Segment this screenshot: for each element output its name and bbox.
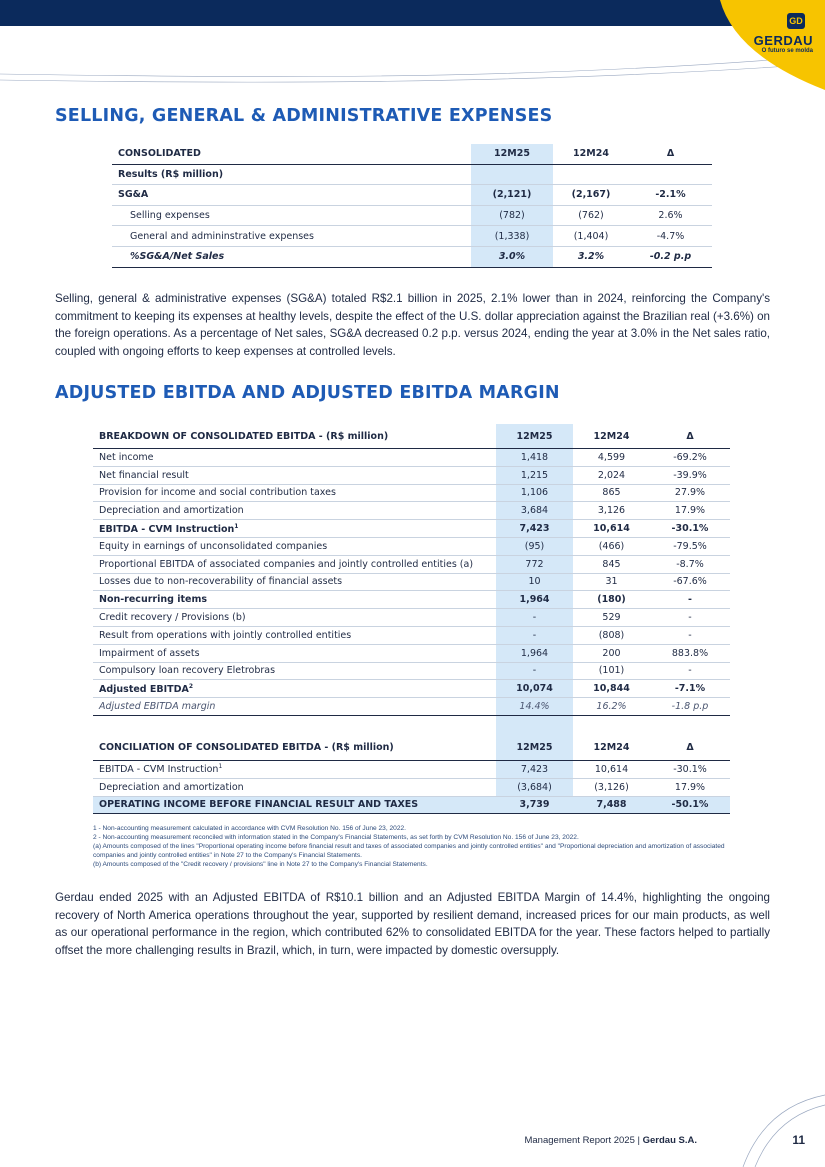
cell-12m25: (1,338) (471, 226, 553, 247)
column-header: CONSOLIDATED (112, 144, 471, 164)
cell-12m25: 1,215 (496, 466, 573, 484)
cell-12m25: (782) (471, 205, 553, 226)
row-label: EBITDA - CVM Instruction$^1$ (93, 520, 496, 538)
cell-12m24: 2,024 (573, 466, 650, 484)
group-label: Results (R$ million) (112, 164, 471, 185)
cell-delta: - (650, 591, 730, 609)
cell-12m25: 10,074 (496, 680, 573, 698)
cell-12m25: 1,964 (496, 591, 573, 609)
sga-paragraph: Selling, general & administrative expenses (SG&A) totaled R$2.1 billion in 2025, 2.1% lower than in 2024, reinforcing the Company's commitment to keeping its expenses at healthy levels, despite the effect of the U.S. dollar appreciation against the Brazilian real (+3.6%) on the foreign operations. As a percentage of Net sales, SG&A decreased 0.2 p.p. versus 2024, ending the year at 3.0% in the Net sales ratio, coupled with ongoing efforts to keep expenses at controlled levels. (55, 292, 770, 358)
cell-delta: -67.6% (650, 573, 730, 591)
footnote: 1 - Non-accounting measurement calculated in accordance with CVM Resolution No. 156 of June 23, 2022. (93, 825, 407, 832)
cell-12m25: (3,684) (496, 778, 573, 796)
cell-12m25: 1,964 (496, 644, 573, 662)
table-row (112, 246, 712, 267)
table-row (93, 555, 730, 573)
table-header-row (93, 424, 730, 449)
table-group-row (112, 164, 712, 185)
cell-delta: - (650, 626, 730, 644)
cell-12m24: 16.2% (573, 698, 650, 716)
table-row (93, 591, 730, 609)
sga-section-title: SELLING, GENERAL & ADMINISTRATIVE EXPENSES (55, 106, 553, 126)
footnote-ref: 1 (234, 522, 239, 530)
row-label: OPERATING INCOME BEFORE FINANCIAL RESULT AND TAXES (93, 796, 496, 814)
table-row (93, 520, 730, 538)
cell-12m24: 529 (573, 609, 650, 627)
cell-12m24: 845 (573, 555, 650, 573)
cell-delta: 2.6% (629, 205, 712, 226)
footnote-ref: 1 (218, 763, 223, 771)
table-row (93, 778, 730, 796)
company-logo (725, 0, 825, 90)
table-spacer (93, 715, 730, 736)
cell-12m25: (2,121) (471, 185, 553, 206)
cell-delta: -7.1% (650, 680, 730, 698)
table-row (93, 537, 730, 555)
cell-12m24: (3,126) (573, 778, 650, 796)
cell-12m24: (762) (553, 205, 629, 226)
table-row (112, 226, 712, 247)
footer-corner-curves (735, 1087, 825, 1167)
cell-delta: -2.1% (629, 185, 712, 206)
footnote-ref: 2 (188, 682, 194, 690)
table-row (93, 760, 730, 778)
row-label: Adjusted EBITDA margin (93, 698, 496, 716)
column-header: 12M24 (573, 736, 650, 761)
cell-delta: -69.2% (650, 449, 730, 467)
cell-12m24: 10,614 (573, 520, 650, 538)
cell-12m24: (180) (573, 591, 650, 609)
row-label: Equity in earnings of unconsolidated companies (93, 537, 496, 555)
cell-12m25: 10 (496, 573, 573, 591)
cell-delta: -0.2 p.p (629, 246, 712, 267)
cell-12m25: 3,684 (496, 502, 573, 520)
table-row (93, 662, 730, 680)
cell-12m24: 31 (573, 573, 650, 591)
page-number: 11 (792, 1133, 805, 1147)
header-curves (0, 0, 825, 95)
cell-delta: 27.9% (650, 484, 730, 502)
cell-12m25: 1,106 (496, 484, 573, 502)
cell-12m25: 3.0% (471, 246, 553, 267)
cell-delta: -1.8 p.p (650, 698, 730, 716)
cell-delta: - (650, 609, 730, 627)
row-label: Depreciation and amortization (93, 778, 496, 796)
cell-delta: - (650, 662, 730, 680)
row-label: SG&A (112, 185, 471, 206)
table-total-row (93, 796, 730, 814)
column-header: 12M25 (471, 144, 553, 164)
column-header: Δ (650, 736, 730, 761)
column-header: CONCILIATION OF CONSOLIDATED EBITDA - (R$ million) (93, 736, 496, 761)
cell-12m25: 772 (496, 555, 573, 573)
column-header: 12M25 (496, 736, 573, 761)
column-header: Δ (629, 144, 712, 164)
cell-12m24: (101) (573, 662, 650, 680)
footer-text (524, 1135, 697, 1146)
cell-12m24: (466) (573, 537, 650, 555)
row-label: Compulsory loan recovery Eletrobras (93, 662, 496, 680)
logo-wordmark: GERDAU (753, 33, 813, 48)
cell-delta: -50.1% (650, 796, 730, 814)
footer-separator: | (637, 1135, 640, 1146)
cell-12m24: 3,126 (573, 502, 650, 520)
table-row (112, 205, 712, 226)
row-label: Provision for income and social contribution taxes (93, 484, 496, 502)
cell-12m24: 10,614 (573, 760, 650, 778)
ebitda-section-title: ADJUSTED EBITDA AND ADJUSTED EBITDA MARGIN (55, 383, 560, 403)
cell-12m24: (1,404) (553, 226, 629, 247)
table-row (93, 609, 730, 627)
column-header: BREAKDOWN OF CONSOLIDATED EBITDA - (R$ million) (93, 424, 496, 449)
cell-delta: 17.9% (650, 778, 730, 796)
table-header-row (93, 736, 730, 761)
footer-company: Gerdau S.A. (642, 1135, 697, 1146)
cell-12m24: 4,599 (573, 449, 650, 467)
cell-delta: 883.8% (650, 644, 730, 662)
table-row (93, 449, 730, 467)
sga-table (112, 144, 712, 268)
row-label: Credit recovery / Provisions (b) (93, 609, 496, 627)
column-header: 12M24 (573, 424, 650, 449)
table-row (93, 698, 730, 716)
table-row (93, 680, 730, 698)
cell-12m25: 7,423 (496, 520, 573, 538)
cell-12m25: - (496, 609, 573, 627)
cell-12m25: 14.4% (496, 698, 573, 716)
table-row (93, 502, 730, 520)
row-label: EBITDA - CVM Instruction$^1$ (93, 760, 496, 778)
table-row (93, 466, 730, 484)
cell-delta: -30.1% (650, 760, 730, 778)
row-label: Proportional EBITDA of associated companies and jointly controlled entities (a) (93, 555, 496, 573)
cell-12m25: 7,423 (496, 760, 573, 778)
cell-12m25: 1,418 (496, 449, 573, 467)
cell-12m25: - (496, 626, 573, 644)
cell-delta: -8.7% (650, 555, 730, 573)
cell-12m24: 865 (573, 484, 650, 502)
cell-12m24: 3.2% (553, 246, 629, 267)
row-label: Impairment of assets (93, 644, 496, 662)
cell-12m25: 3,739 (496, 796, 573, 814)
ebitda-table (93, 424, 730, 814)
cell-delta: 17.9% (650, 502, 730, 520)
cell-12m24: 7,488 (573, 796, 650, 814)
column-header: Δ (650, 424, 730, 449)
row-label: Net financial result (93, 466, 496, 484)
footnote: (b) Amounts composed of the "Credit recovery / provisions" line in Note 27 to the Company's Financial Statements. (93, 861, 428, 869)
cell-delta: -79.5% (650, 537, 730, 555)
cell-12m25: (95) (496, 537, 573, 555)
footnote: (a) Amounts composed of the lines "Proportional operating income before financial result and taxes of associated companies and jointly controlled entities" and "Proportional depreciation and amortization of associated companies and jointly controlled entities" in Note 27 to the Company's Financial Statements. (93, 843, 725, 860)
row-label: Adjusted EBITDA$^2$ (93, 680, 496, 698)
table-header-row (112, 144, 712, 164)
cell-12m24: 10,844 (573, 680, 650, 698)
column-header: 12M25 (496, 424, 573, 449)
cell-12m24: (2,167) (553, 185, 629, 206)
ebitda-paragraph: Gerdau ended 2025 with an Adjusted EBITDA of R$10.1 billion and an Adjusted EBITDA Margin of 14.4%, highlighting the ongoing recovery of North America operations throughout the year, supported by resilient demand, increased prices for our main products, as well as our operational performance in the region, which contributed 62% to consolidated EBITDA for the year. These factors helped to partially offset the more challenging results in Brazil, which, in turn, were impacted by domestic oversupply. (55, 891, 770, 957)
row-label: Result from operations with jointly controlled entities (93, 626, 496, 644)
row-label: %SG&A/Net Sales (112, 246, 471, 267)
cell-delta: -30.1% (650, 520, 730, 538)
table-row (112, 185, 712, 206)
row-label: Depreciation and amortization (93, 502, 496, 520)
row-label: Losses due to non-recoverability of financial assets (93, 573, 496, 591)
table-row (93, 573, 730, 591)
footer-report: Management Report 2025 (524, 1135, 635, 1146)
row-label: Net income (93, 449, 496, 467)
cell-12m25: - (496, 662, 573, 680)
logo-mark-icon: GD (787, 13, 805, 29)
row-label: General and admininstrative expenses (112, 226, 471, 247)
row-label: Selling expenses (112, 205, 471, 226)
cell-12m24: 200 (573, 644, 650, 662)
table-row (93, 644, 730, 662)
table-footnotes (93, 824, 733, 869)
footnote: 2 - Non-accounting measurement reconciled with information stated in the Company's Financial Statements, as set forth by CVM Resolution No. 156 of June 23, 2022. (93, 834, 579, 842)
row-label: Non-recurring items (93, 591, 496, 609)
table-row (93, 626, 730, 644)
cell-12m24: (808) (573, 626, 650, 644)
logo-tagline: O futuro se molda (761, 48, 813, 54)
cell-delta: -39.9% (650, 466, 730, 484)
column-header: 12M24 (553, 144, 629, 164)
table-row (93, 484, 730, 502)
cell-delta: -4.7% (629, 226, 712, 247)
